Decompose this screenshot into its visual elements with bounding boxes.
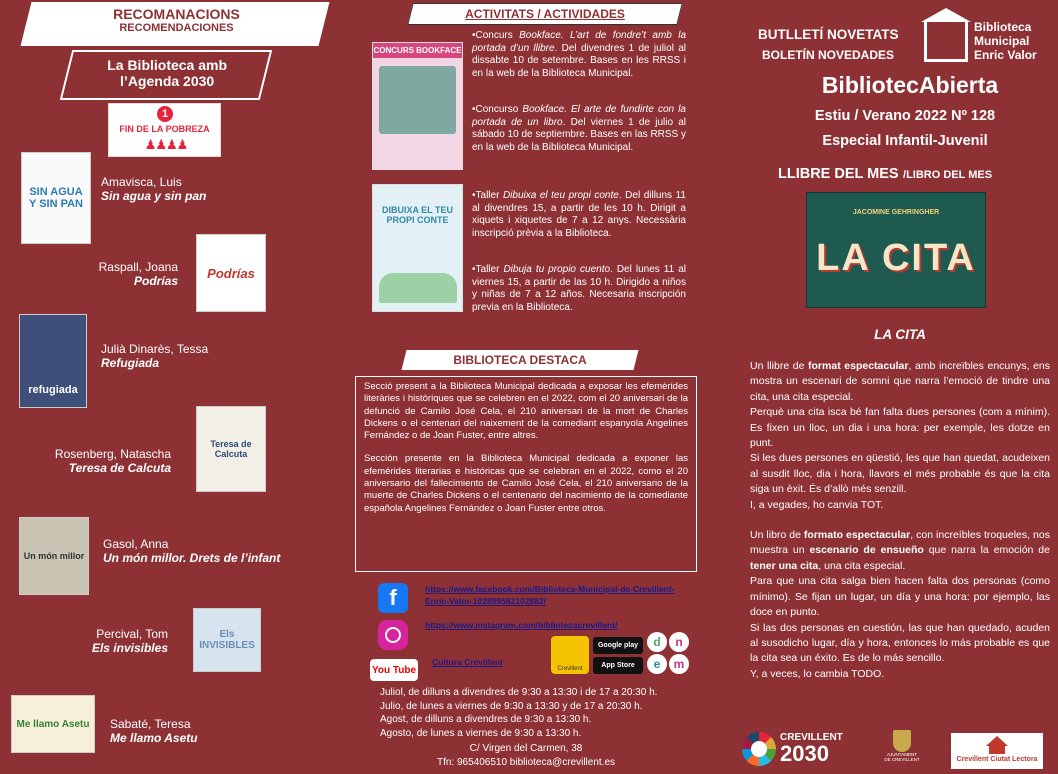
youtube-link[interactable]: Cultura Crevillent: [432, 657, 503, 667]
instagram-link[interactable]: https://www.instagram.com/bibliotecacrevillent/: [425, 620, 618, 630]
book-author: Percival, Tom: [96, 627, 168, 641]
cover-text: Me llamo Asetu: [16, 718, 90, 730]
activity-1: •Concurs Bookface. L’art de fondre’t amb la portada d’un llibre. Del divendres 1 de juliol al dissabte 10 de setembre. Bases en les RRSS i en la web de la Biblioteca Municipal.: [472, 30, 687, 79]
cover-text: Teresa de Calcuta: [210, 439, 252, 459]
activity-2: •Concurso Bookface. El arte de fundirte con la portada de un libro. Del viernes 1 de julio al sábado 10 de septiembre. Bases en las RRSS y en la web de la Biblioteca Municipal.: [472, 104, 687, 153]
la-cita-cover[interactable]: JACOMINE GEHRINGHER LA CITA: [806, 192, 986, 308]
library-building-icon: [924, 20, 968, 62]
butlleti-novetats: BUTLLETÍ NOVETATS: [758, 27, 899, 42]
book-cover-teresa[interactable]: [196, 406, 266, 492]
activitats-banner: [407, 3, 682, 25]
activitats-label: ACTIVITATS / ACTIVIDADES: [465, 7, 625, 21]
book-of-month-heading: LLIBRE DEL MES /LIBRO DEL MES: [778, 166, 993, 182]
boletin-novedades: BOLETÍN NOVEDADES: [762, 48, 895, 62]
poster-title: DIBUIXA EL TEU PROPI CONTE: [381, 205, 453, 225]
facebook-icon[interactable]: f: [378, 583, 408, 613]
people-icon: ♟♟♟♟: [144, 137, 188, 152]
sdg-label: FIN DE LA POBREZA: [119, 124, 210, 134]
ajuntament-logo: AJUNTAMENT DE CREVILLENT: [884, 730, 920, 770]
destaca-es: Sección presente en la Biblioteca Municipal dedicada a exponer las efemérides literarias e históricas que se celebran en el 2022, como el 20 aniversario del fallecimiento de Camilo José Cela, el 210 aniversario de la muerte de Charles Dickens o el centenario del nacimiento de la comediante española Angelines Fernández o Joan Fuster entre otros.: [364, 453, 688, 514]
recomanacions-banner: [21, 2, 330, 46]
book-title: Refugiada: [101, 356, 160, 370]
coat-of-arms-icon: [893, 730, 911, 752]
book-author: Rosenberg, Natascha: [54, 447, 171, 461]
book-description: Un llibre de format espectacular, amb increïbles encunys, ens mostra un escenari de somni que narra l’emoció de tindre una cita, una cita especial. Perquè una cita isca bé fan falta dues persones (com a mínim). Es fixen un lloc, un dia i una hora: per exemple, les dotze en punt. Si les dues persones en qüestió, les que han quedat, acudeixen al susdit lloc, dia i hora, llavors el més probable és que la cita siga un èxit. És d’allò més senzill. I, a vegades, ho canvia TOT. Un libro de formato espectacular, con increíbles troqueles, nos muestra un escenario de ensueño que narra la emoción de tener una cita, una cita especial. Para que una cita salga bien hacen falta dos personas (como mínimo). Se fijan un lugar, un día y una hora: por ejemplo, las doce en punto. Si las dos personas en cuestión, las que han quedado, acuden al susodicho lugar, día y hora, entonces lo más probable es que la cita sea un éxito. Es de lo más sencillo. Y, a veces, lo cambia TODO.: [750, 360, 1051, 680]
recomanacions-label: RECOMANACIONS: [113, 6, 240, 22]
google-play-button[interactable]: Google play: [593, 637, 643, 654]
destaca-val: Secció present a la Biblioteca Municipal dedicada a exposar les efemèrides literàries i històriques que se celebren en el 2022, com el 20 aniversari de la defunció de Camilo José Cela, el 210 aniversari de la mort de Charles Dickens o el centenari del naixement de la comediant espanyola Angelines Fernández o de Joan Fuster, entre altres.: [364, 381, 688, 442]
cover-text: Un món millor: [23, 551, 85, 561]
address: C/ Virgen del Carmen, 38: [469, 743, 583, 754]
agenda-banner: [60, 50, 272, 100]
destaca-label: BIBLIOTECA DESTACA: [453, 353, 587, 367]
sdg-number: 1: [157, 106, 173, 122]
special-line: Especial Infantil-Juvenil: [822, 133, 988, 149]
book-author: Gasol, Anna: [103, 537, 169, 551]
recomendaciones-label: RECOMENDACIONES: [119, 22, 234, 34]
cover-text: SIN AGUA Y SIN PAN: [29, 186, 83, 210]
book-title-la-cita: LA CITA: [874, 327, 926, 342]
book-cover-sin-agua[interactable]: [21, 152, 91, 244]
opening-hours: Juliol, de dilluns a divendres de 9:30 a 13:30 i de 17 a 20:30 h. Julio, de lunes a viernes de 9:30 a 13:30 y de 17 a 20:30 h. Agost, de dilluns a divendres de 9:30 a 13:30 h. Agosto, de lunes a viernes de 9:30 a 13:30 h.: [380, 687, 658, 739]
destaca-banner: [402, 350, 639, 370]
book-author: Sabaté, Teresa: [110, 717, 191, 731]
book-title: Teresa de Calcuta: [68, 461, 171, 475]
destaca-box: [355, 376, 697, 572]
app-store-button[interactable]: App Store: [593, 657, 643, 674]
cover-text: Podrías: [207, 265, 255, 281]
book-author: Julià Dinarès, Tessa: [101, 342, 209, 356]
season-line: Estiu / Verano 2022 Nº 128: [814, 108, 996, 124]
activity-4: •Taller Dibuja tu propio cuento. Del lunes 11 al viernes 15, a partir de las 10 h. Dirigido a niños y niñas de 7 a 12 años. Necesaria inscripción previa en la Biblioteca.: [472, 264, 686, 313]
youtube-icon[interactable]: You Tube: [370, 659, 418, 681]
ciutat-lectora-logo: Crevillent Ciutat Lectora: [951, 733, 1043, 769]
library-logo: Biblioteca Municipal Enric Valor: [922, 14, 1042, 66]
contact: Tfn: 965406510 biblioteca@crevillent.es: [436, 757, 616, 768]
cover-text: Els INVISIBLES: [199, 629, 255, 651]
house-icon: [986, 736, 1008, 746]
book-title: Podrías: [133, 274, 178, 288]
book-author: Raspall, Joana: [98, 260, 178, 274]
crevillent-app-badge[interactable]: Crevillent: [551, 636, 589, 674]
instagram-icon[interactable]: [378, 620, 408, 650]
activity-3: •Taller Dibuixa el teu propi conte. Del dilluns 11 al divendres 15, a partir de les 10 h. Dirigit a xiquets i xiquetes de 7 a 12 anys. Necessària inscripció prèvia a la Biblioteca.: [472, 190, 686, 239]
book-cover-mon-millor[interactable]: [19, 517, 89, 595]
book-title: Sin agua y sin pan: [101, 189, 207, 203]
book-title: Els invisibles: [91, 641, 168, 655]
sdg-badge: [108, 103, 221, 157]
dibuixa-poster[interactable]: [372, 184, 463, 312]
poster-title: CONCURS BOOKFACE: [373, 43, 462, 58]
agenda-line2: l’Agenda 2030: [120, 73, 215, 89]
brand-title: BibliotecAbierta: [821, 72, 999, 98]
cover-text: refugiada: [28, 384, 78, 396]
crevillent-2030-logo: CREVILLENT 2030: [742, 730, 862, 770]
book-title: Un món millor. Drets de l’infant: [103, 551, 281, 565]
agenda-line1: La Biblioteca amb: [107, 57, 228, 73]
facebook-link[interactable]: https://www.facebook.com/Biblioteca-Municipal-de-Crevillent-Enric-Valor-102899582102882/: [425, 584, 675, 606]
book-author: Amavisca, Luis: [101, 175, 182, 189]
book-title: Me llamo Asetu: [110, 731, 198, 745]
book-cover-invisibles[interactable]: [193, 608, 261, 672]
book-cover-podrias[interactable]: [196, 234, 266, 312]
bookface-poster[interactable]: [372, 42, 463, 170]
dnem-logo: d n e m: [647, 632, 691, 676]
book-cover-refugiada[interactable]: [19, 314, 87, 408]
book-cover-asetu[interactable]: [11, 695, 95, 753]
